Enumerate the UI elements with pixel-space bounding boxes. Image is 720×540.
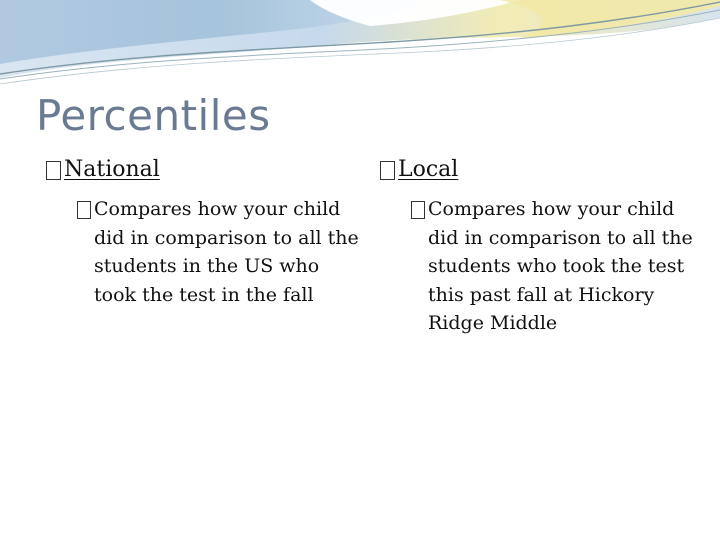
missing-glyph-bullet-icon xyxy=(46,161,61,180)
column-heading xyxy=(380,154,700,186)
column-local xyxy=(380,154,700,338)
slide-title: Percentiles xyxy=(36,91,271,140)
heading-national: National xyxy=(64,157,160,182)
decorative-wave-header xyxy=(0,0,720,90)
bullet-item xyxy=(428,195,696,338)
bullet-text-local: Compares how your child did in comparison to all the students who took the test this past fall at Hickory Ridge Middle xyxy=(428,198,693,335)
missing-glyph-bullet-icon xyxy=(77,201,91,219)
missing-glyph-bullet-icon xyxy=(411,201,425,219)
bullet-text-national: Compares how your child did in comparison to all the students in the US who took the test in the fall xyxy=(94,198,359,306)
bullet-item xyxy=(94,195,362,309)
missing-glyph-bullet-icon xyxy=(380,161,395,180)
column-national xyxy=(46,154,366,309)
column-heading xyxy=(46,154,366,186)
heading-local: Local xyxy=(398,157,459,182)
